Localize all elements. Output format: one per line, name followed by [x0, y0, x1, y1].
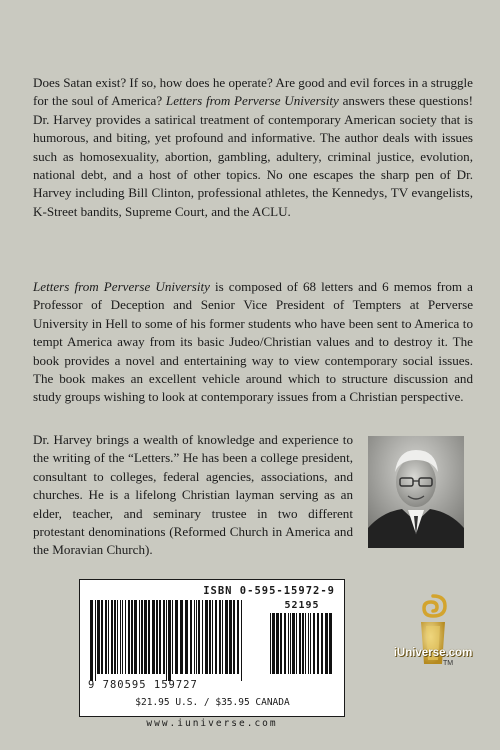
- blurb-text: is composed of 68 letters and 6 memos from a Professor of Deception and Senior Vice President of Tempters at Perverse University in Hell to some of his former students who have been sent to America to tempt America away from its basic Judeo/Christian values and to destroy it. The book provides a novel and entertaining way to view contemporary social issues. The book makes an excellent vehicle around which to structure discussion and study groups wishing to look at contemporary issues from a Christian perspective.: [33, 279, 473, 405]
- author-portrait-image: [368, 436, 464, 548]
- trademark-mark: TM: [443, 660, 454, 667]
- price-addon-number: 52195: [284, 600, 320, 611]
- ean-barcode: [90, 600, 246, 681]
- price-text: $21.95 U.S. / $35.95 CANADA: [135, 697, 290, 708]
- ean-digits: 9 780595 159727: [88, 679, 198, 691]
- blurb-paragraph-1: [33, 74, 473, 221]
- addon-barcode: [270, 613, 334, 681]
- blurb-paragraph-2: [33, 278, 473, 407]
- iuniverse-logo: [393, 588, 473, 708]
- book-title: Letters from Perverse University: [33, 279, 210, 294]
- author-bio: Dr. Harvey brings a wealth of knowledge and experience to the writing of the “Letters.” He has been a college president, consultant to colleges, federal agencies, associations, and churches. He is a lifelong Christian layman serving as an elder, teacher, and seminary trustee in two different protestant denominations (Reformed Church in America and the Moravian Church).: [33, 432, 353, 558]
- iuniverse-logo-text: iUniverse.com: [393, 647, 473, 659]
- blurb-text: answers these questions! Dr. Harvey provides a satirical treatment of contemporary American society that is humorous, and biting, yet profound and informative. The author deals with issues such as homosexuality, abortion, gambling, adultery, criminal justice, evolution, national debt, and a host of other topics. No one escapes the sharp pen of Dr. Harvey including Bill Clinton, professional athletes, the Kennedys, TV evangelists, K-Street bandits, Supreme Court, and the ACLU.: [33, 93, 473, 219]
- book-title: Letters from Perverse University: [165, 93, 339, 109]
- barcode-panel: [79, 579, 345, 717]
- blurb-text: Does Satan exist? If so, how does he operate? Are good and evil forces in a struggle for the soul of America?: [33, 75, 473, 109]
- author-photo: [368, 436, 464, 548]
- publisher-website: www.iuniverse.com: [146, 718, 278, 729]
- isbn-number: ISBN 0-595-15972-9: [203, 585, 335, 597]
